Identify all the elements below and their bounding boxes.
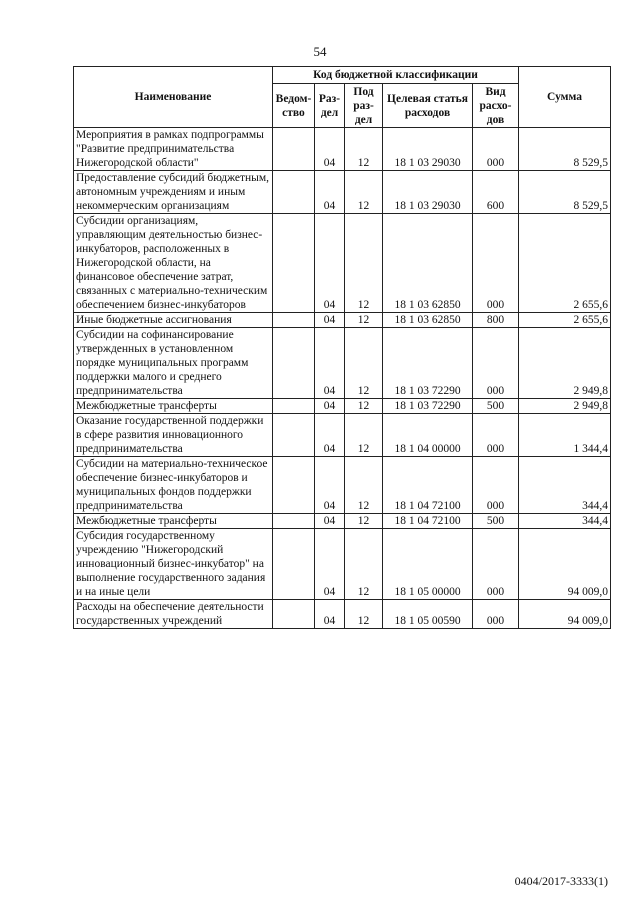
table-row: [74, 128, 611, 171]
row-subsection-cell: 12: [345, 313, 383, 328]
row-department-cell: [273, 214, 315, 313]
row-department-cell: [273, 128, 315, 171]
row-section-cell: 04: [315, 600, 345, 629]
table-row: [74, 313, 611, 328]
row-section-cell: 04: [315, 214, 345, 313]
table-row: [74, 457, 611, 514]
row-type-cell: 000: [473, 600, 519, 629]
row-type-cell: 000: [473, 328, 519, 399]
row-target-cell: 18 1 05 00590: [383, 600, 473, 629]
header-department: Ведом-ство: [273, 84, 315, 128]
row-target-cell: 18 1 04 00000: [383, 414, 473, 457]
row-section-cell: 04: [315, 457, 345, 514]
row-amount-cell: 94 009,0: [519, 529, 611, 600]
row-type-cell: 500: [473, 399, 519, 414]
row-amount-cell: 2 655,6: [519, 313, 611, 328]
row-target-cell: 18 1 03 29030: [383, 128, 473, 171]
row-subsection-cell: 12: [345, 128, 383, 171]
row-subsection-cell: 12: [345, 214, 383, 313]
row-amount-cell: 2 655,6: [519, 214, 611, 313]
row-subsection-cell: 12: [345, 600, 383, 629]
row-subsection-cell: 12: [345, 414, 383, 457]
row-subsection-cell: 12: [345, 457, 383, 514]
row-section-cell: 04: [315, 399, 345, 414]
header-name: Наименование: [74, 67, 273, 128]
header-subsection: Под раз-дел: [345, 84, 383, 128]
row-section-cell: 04: [315, 414, 345, 457]
row-type-cell: 000: [473, 128, 519, 171]
row-department-cell: [273, 514, 315, 529]
row-name-cell: Предоставление субсидий бюджетным, автономным учреждениям и иным некоммерческим организациям: [74, 171, 273, 214]
table-row: [74, 171, 611, 214]
row-name-cell: Иные бюджетные ассигнования: [74, 313, 273, 328]
row-subsection-cell: 12: [345, 529, 383, 600]
header-amount: Сумма: [519, 67, 611, 128]
table-row: [74, 328, 611, 399]
row-department-cell: [273, 171, 315, 214]
row-type-cell: 000: [473, 214, 519, 313]
row-department-cell: [273, 600, 315, 629]
row-name-cell: Субсидия государственному учреждению "Нижегородский инновационный бизнес-инкубатор" на выполнение государственного задания и на иные цели: [74, 529, 273, 600]
row-amount-cell: 2 949,8: [519, 399, 611, 414]
table-row: [74, 399, 611, 414]
row-type-cell: 000: [473, 414, 519, 457]
row-amount-cell: 344,4: [519, 514, 611, 529]
row-target-cell: 18 1 03 62850: [383, 313, 473, 328]
row-type-cell: 000: [473, 457, 519, 514]
row-target-cell: 18 1 04 72100: [383, 514, 473, 529]
row-department-cell: [273, 399, 315, 414]
row-department-cell: [273, 328, 315, 399]
row-target-cell: 18 1 03 72290: [383, 399, 473, 414]
row-amount-cell: 8 529,5: [519, 128, 611, 171]
header-target-item: Целевая статья расходов: [383, 84, 473, 128]
row-amount-cell: 344,4: [519, 457, 611, 514]
row-name-cell: Межбюджетные трансферты: [74, 399, 273, 414]
row-subsection-cell: 12: [345, 399, 383, 414]
row-target-cell: 18 1 04 72100: [383, 457, 473, 514]
row-amount-cell: 1 344,4: [519, 414, 611, 457]
row-target-cell: 18 1 05 00000: [383, 529, 473, 600]
table-row: [74, 600, 611, 629]
row-target-cell: 18 1 03 62850: [383, 214, 473, 313]
row-name-cell: Межбюджетные трансферты: [74, 514, 273, 529]
row-name-cell: Оказание государственной поддержки в сфере развития инновационного предпринимательства: [74, 414, 273, 457]
row-type-cell: 000: [473, 529, 519, 600]
row-name-cell: Расходы на обеспечение деятельности государственных учреждений: [74, 600, 273, 629]
row-name-cell: Мероприятия в рамках подпрограммы "Развитие предпринимательства Нижегородской области": [74, 128, 273, 171]
budget-table: [73, 66, 611, 629]
row-section-cell: 04: [315, 171, 345, 214]
row-type-cell: 600: [473, 171, 519, 214]
row-target-cell: 18 1 03 72290: [383, 328, 473, 399]
table-row: [74, 214, 611, 313]
header-expense-type: Вид расхо-дов: [473, 84, 519, 128]
row-section-cell: 04: [315, 128, 345, 171]
row-section-cell: 04: [315, 313, 345, 328]
row-section-cell: 04: [315, 529, 345, 600]
header-row-top: [74, 67, 611, 84]
table-row: [74, 514, 611, 529]
row-subsection-cell: 12: [345, 171, 383, 214]
row-amount-cell: 94 009,0: [519, 600, 611, 629]
row-type-cell: 800: [473, 313, 519, 328]
document-code: 0404/2017-3333(1): [514, 874, 608, 888]
row-target-cell: 18 1 03 29030: [383, 171, 473, 214]
row-name-cell: Субсидии на материально-техническое обеспечение бизнес-инкубаторов и муниципальных фондов поддержки предпринимательства: [74, 457, 273, 514]
table-row: [74, 414, 611, 457]
header-budget-code: Код бюджетной классификации: [273, 67, 519, 84]
row-department-cell: [273, 457, 315, 514]
row-section-cell: 04: [315, 328, 345, 399]
row-department-cell: [273, 529, 315, 600]
row-name-cell: Субсидии организациям, управляющим деятельностью бизнес-инкубаторов, расположенных в Нижегородской области, на финансовое обеспечение затрат, связанных с материально-техническим обеспечением бизнес-инкубаторов: [74, 214, 273, 313]
row-subsection-cell: 12: [345, 328, 383, 399]
header-section: Раз-дел: [315, 84, 345, 128]
row-amount-cell: 2 949,8: [519, 328, 611, 399]
page-number: 54: [313, 44, 327, 59]
row-type-cell: 500: [473, 514, 519, 529]
row-amount-cell: 8 529,5: [519, 171, 611, 214]
table-row: [74, 529, 611, 600]
row-department-cell: [273, 414, 315, 457]
row-name-cell: Субсидии на софинансирование утвержденных в установленном порядке муниципальных программ поддержки малого и среднего предпринимательства: [74, 328, 273, 399]
row-department-cell: [273, 313, 315, 328]
budget-table-body: [74, 128, 611, 629]
row-subsection-cell: 12: [345, 514, 383, 529]
row-section-cell: 04: [315, 514, 345, 529]
